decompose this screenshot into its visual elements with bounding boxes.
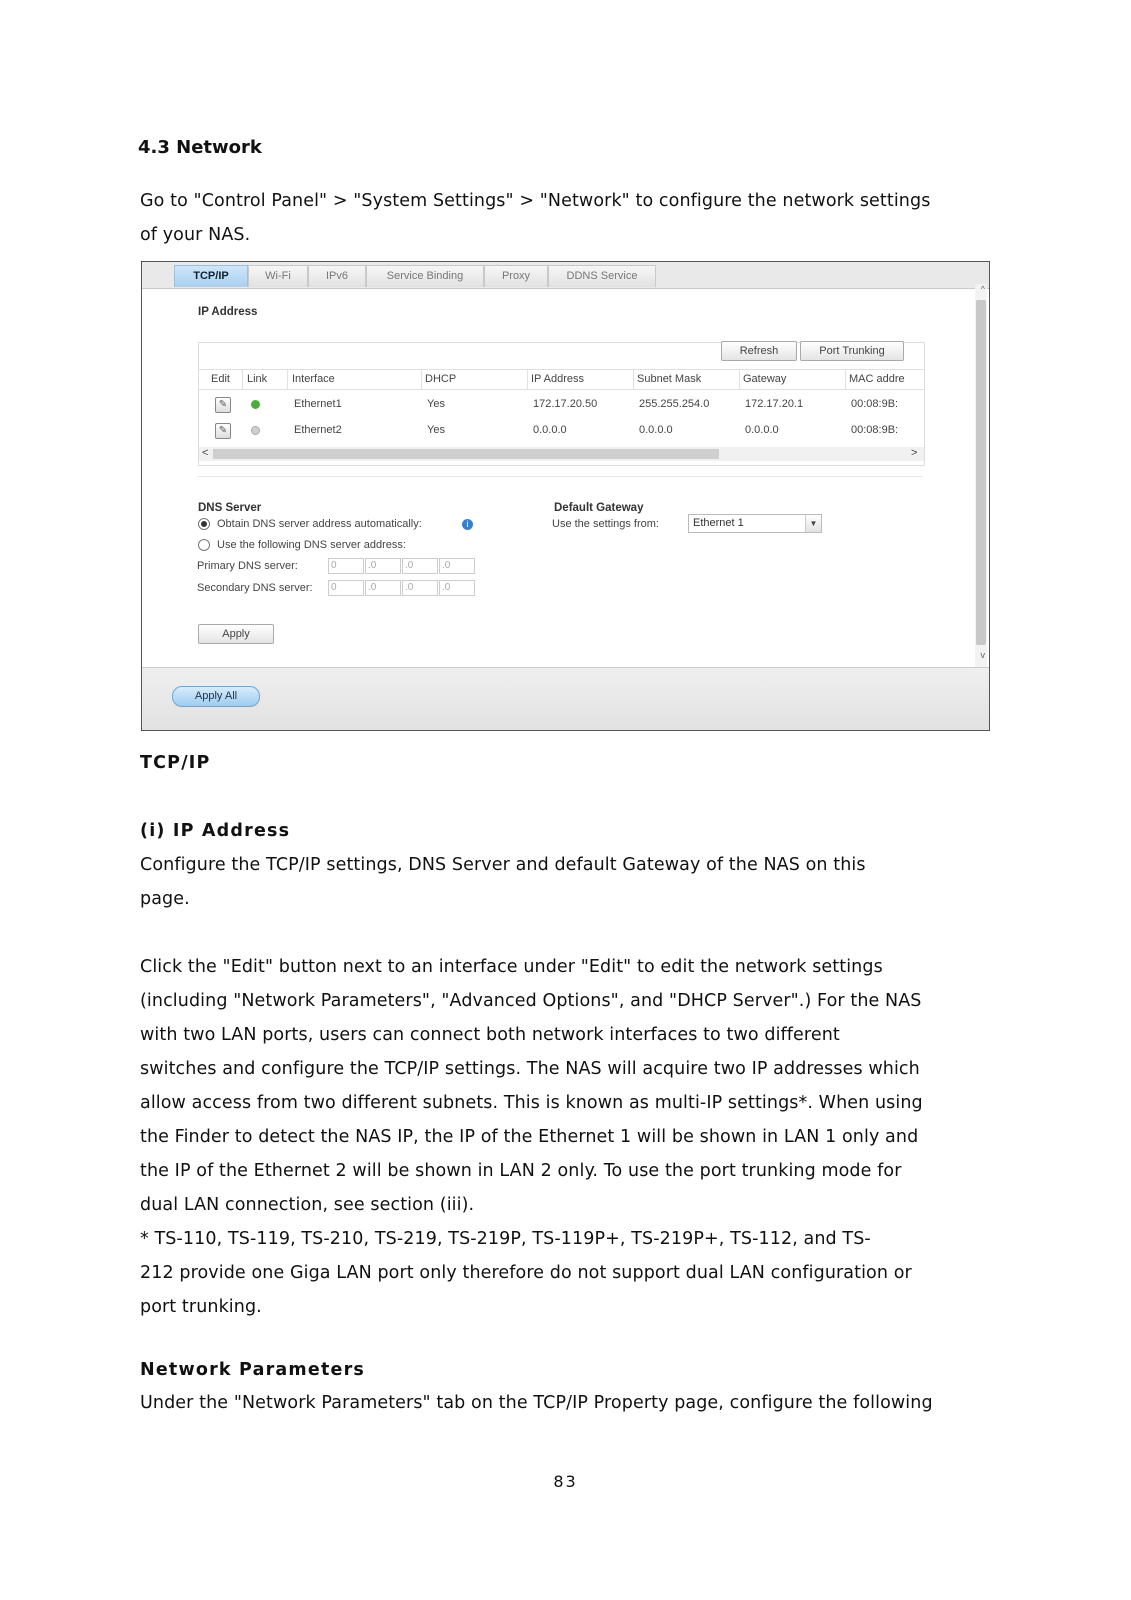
tab-tcpip[interactable]: TCP/IP	[174, 265, 248, 287]
paragraph-line: switches and configure the TCP/IP settings. The NAS will acquire two IP addresses which	[140, 1059, 920, 1079]
intro-line: Go to "Control Panel" > "System Settings" > "Network" to configure the network settings	[140, 191, 931, 211]
link-status-icon	[251, 400, 260, 409]
gateway-cell: 172.17.20.1	[745, 398, 804, 410]
network-parameters-heading: Network Parameters	[140, 1360, 366, 1380]
info-icon[interactable]: i	[462, 519, 473, 530]
primary-dns-label: Primary DNS server:	[197, 560, 298, 572]
column-header-interface[interactable]: Interface	[292, 373, 335, 385]
tab-ddns-service[interactable]: DDNS Service	[548, 265, 656, 287]
apply-all-button[interactable]: Apply All	[172, 686, 260, 707]
dns-auto-radio[interactable]	[198, 518, 210, 530]
dhcp-cell: Yes	[427, 398, 445, 410]
refresh-button[interactable]: Refresh	[721, 341, 797, 361]
column-header-gateway[interactable]: Gateway	[743, 373, 787, 385]
intro-line: of your NAS.	[140, 225, 251, 245]
port-trunking-button[interactable]: Port Trunking	[800, 341, 904, 361]
column-header-subnet-mask[interactable]: Subnet Mask	[637, 373, 702, 385]
gateway-source-label: Use the settings from:	[552, 518, 659, 530]
gateway-select-value: Ethernet 1	[693, 517, 744, 529]
dns-server-title: DNS Server	[198, 502, 262, 514]
gateway-select[interactable]	[688, 514, 822, 533]
paragraph-line: page.	[140, 889, 190, 909]
mac-address-cell: 00:08:9B:	[851, 424, 899, 436]
edit-icon[interactable]: ✎	[215, 397, 231, 413]
subnet-mask-cell: 255.255.254.0	[639, 398, 710, 410]
vertical-scroll-thumb[interactable]	[976, 300, 986, 645]
ip-address-paragraph	[140, 848, 1020, 916]
dns-manual-label: Use the following DNS server address:	[217, 539, 406, 551]
ip-address-heading: (i) IP Address	[140, 821, 291, 841]
chevron-down-icon[interactable]: ▼	[805, 515, 821, 532]
primary-dns-octet-1[interactable]: 0	[328, 558, 364, 574]
secondary-dns-octet-3[interactable]: .0	[402, 580, 438, 596]
ip-address-title: IP Address	[198, 306, 258, 318]
body-paragraph	[140, 950, 1020, 1324]
paragraph-line: * TS-110, TS-119, TS-210, TS-219, TS-219P, TS-119P+, TS-219P+, TS-112, and TS-	[140, 1229, 871, 1249]
tab-wifi[interactable]: Wi-Fi	[248, 265, 308, 287]
paragraph-line: Click the "Edit" button next to an interface under "Edit" to edit the network settings	[140, 957, 883, 977]
primary-dns-octet-2[interactable]: .0	[365, 558, 401, 574]
paragraph-line: (including "Network Parameters", "Advanced Options", and "DHCP Server".) For the NAS	[140, 991, 922, 1011]
dns-auto-label: Obtain DNS server address automatically:	[217, 518, 422, 530]
tab-proxy[interactable]: Proxy	[484, 265, 548, 287]
page-number: 83	[553, 1472, 578, 1491]
edit-icon[interactable]: ✎	[215, 423, 231, 439]
tcpip-heading: TCP/IP	[140, 753, 211, 773]
mac-address-cell: 00:08:9B:	[851, 398, 899, 410]
column-header-dhcp[interactable]: DHCP	[425, 373, 457, 385]
scroll-up-icon[interactable]: ^	[980, 284, 985, 294]
paragraph-line: Configure the TCP/IP settings, DNS Server and default Gateway of the NAS on this	[140, 855, 866, 875]
secondary-dns-octet-1[interactable]: 0	[328, 580, 364, 596]
gateway-cell: 0.0.0.0	[745, 424, 779, 436]
section-heading: 4.3 Network	[138, 137, 262, 158]
dhcp-cell: Yes	[427, 424, 445, 436]
secondary-dns-label: Secondary DNS server:	[197, 582, 313, 594]
paragraph-line: the Finder to detect the NAS IP, the IP of the Ethernet 1 will be shown in LAN 1 only and	[140, 1127, 919, 1147]
apply-button[interactable]: Apply	[198, 624, 274, 644]
interface-cell: Ethernet2	[294, 424, 342, 436]
dns-manual-radio[interactable]	[198, 539, 210, 551]
column-header-mac-address[interactable]: MAC addre	[849, 373, 905, 385]
tab-bar	[142, 262, 989, 289]
column-header-edit[interactable]: Edit	[211, 373, 230, 385]
paragraph-line: 212 provide one Giga LAN port only therefore do not support dual LAN configuration or	[140, 1263, 912, 1283]
primary-dns-octet-3[interactable]: .0	[402, 558, 438, 574]
column-header-ip-address[interactable]: IP Address	[531, 373, 584, 385]
paragraph-line: allow access from two different subnets. This is known as multi-IP settings*. When using	[140, 1093, 923, 1113]
network-settings-screenshot	[141, 261, 990, 731]
paragraph-line: dual LAN connection, see section (iii).	[140, 1195, 475, 1215]
interface-grid	[198, 342, 925, 466]
paragraph-line: port trunking.	[140, 1297, 262, 1317]
link-status-icon	[251, 426, 260, 435]
column-header-link[interactable]: Link	[247, 373, 268, 385]
intro-paragraph	[140, 184, 1020, 252]
subnet-mask-cell: 0.0.0.0	[639, 424, 673, 436]
scroll-down-icon[interactable]: v	[980, 650, 985, 660]
paragraph-line: with two LAN ports, users can connect both network interfaces to two different	[140, 1025, 840, 1045]
ip-address-cell: 0.0.0.0	[533, 424, 567, 436]
tab-service-binding[interactable]: Service Binding	[366, 265, 484, 287]
interface-cell: Ethernet1	[294, 398, 342, 410]
default-gateway-title: Default Gateway	[554, 502, 644, 514]
scroll-right-icon[interactable]: >	[911, 447, 918, 459]
footer-bar	[142, 667, 989, 731]
secondary-dns-octet-4[interactable]: .0	[439, 580, 475, 596]
primary-dns-octet-4[interactable]: .0	[439, 558, 475, 574]
paragraph-line: the IP of the Ethernet 2 will be shown in LAN 2 only. To use the port trunking mode for	[140, 1161, 902, 1181]
tab-ipv6[interactable]: IPv6	[308, 265, 366, 287]
ip-address-cell: 172.17.20.50	[533, 398, 598, 410]
secondary-dns-octet-2[interactable]: .0	[365, 580, 401, 596]
scroll-left-icon[interactable]: <	[202, 447, 209, 459]
network-parameters-paragraph: Under the "Network Parameters" tab on the TCP/IP Property page, configure the following	[140, 1393, 933, 1413]
horizontal-scrollbar[interactable]	[199, 447, 924, 461]
scroll-thumb[interactable]	[213, 449, 719, 459]
